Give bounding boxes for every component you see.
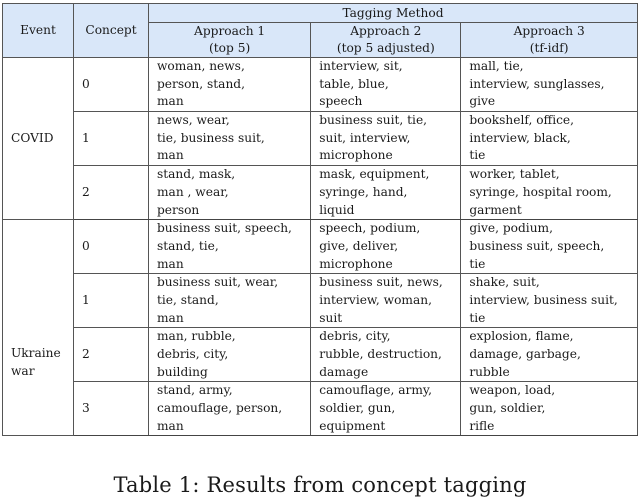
header-approach-3: Approach 3 (tf-idf) [461, 23, 638, 58]
table-row [3, 274, 638, 328]
table-row [3, 112, 638, 166]
tags-cell-a1: man, rubble, debris, city, building [149, 328, 311, 382]
concept-cell: 0 [74, 220, 149, 274]
tags-cell-a2: interview, sit, table, blue, speech [311, 58, 461, 112]
event-cell: COVID [3, 58, 74, 220]
concept-cell: 1 [74, 112, 149, 166]
tags-cell-a1: business suit, speech, stand, tie, man [149, 220, 311, 274]
tags-cell-a1: news, wear, tie, business suit, man [149, 112, 311, 166]
header-approach-1: Approach 1 (top 5) [149, 23, 311, 58]
concept-tagging-table [2, 3, 638, 436]
concept-cell: 2 [74, 328, 149, 382]
tags-cell-a1: stand, army, camouflage, person, man [149, 382, 311, 436]
table-row [3, 166, 638, 220]
tags-cell-a1: stand, mask, man , wear, person [149, 166, 311, 220]
event-cell: Ukraine war [3, 220, 74, 436]
tags-cell-a2: business suit, news, interview, woman, suit [311, 274, 461, 328]
header-approach-2: Approach 2 (top 5 adjusted) [311, 23, 461, 58]
header-event: Event [3, 4, 74, 58]
table-row [3, 328, 638, 382]
table-row [3, 220, 638, 274]
tags-cell-a1: woman, news, person, stand, man [149, 58, 311, 112]
tags-cell-a3: explosion, flame, damage, garbage, rubble [461, 328, 638, 382]
tags-cell-a2: mask, equipment, syringe, hand, liquid [311, 166, 461, 220]
tags-cell-a3: mall, tie, interview, sunglasses, give [461, 58, 638, 112]
tags-cell-a3: shake, suit, interview, business suit, tie [461, 274, 638, 328]
concept-cell: 0 [74, 58, 149, 112]
tags-cell-a2: debris, city, rubble, destruction, damage [311, 328, 461, 382]
tags-cell-a3: give, podium, business suit, speech, tie [461, 220, 638, 274]
table-body [3, 58, 638, 436]
header-concept: Concept [74, 4, 149, 58]
table-row [3, 58, 638, 112]
concept-cell: 1 [74, 274, 149, 328]
tags-cell-a3: worker, tablet, syringe, hospital room, garment [461, 166, 638, 220]
tags-cell-a3: weapon, load, gun, soldier, rifle [461, 382, 638, 436]
header-tagging-method: Tagging Method [149, 4, 638, 23]
tags-cell-a2: camouflage, army, soldier, gun, equipment [311, 382, 461, 436]
tags-cell-a1: business suit, wear, tie, stand, man [149, 274, 311, 328]
table-row [3, 382, 638, 436]
concept-cell: 3 [74, 382, 149, 436]
concept-cell: 2 [74, 166, 149, 220]
table-caption: Table 1: Results from concept tagging [113, 473, 527, 497]
tags-cell-a2: business suit, tie, suit, interview, microphone [311, 112, 461, 166]
tags-cell-a3: bookshelf, office, interview, black, tie [461, 112, 638, 166]
tags-cell-a2: speech, podium, give, deliver, microphone [311, 220, 461, 274]
